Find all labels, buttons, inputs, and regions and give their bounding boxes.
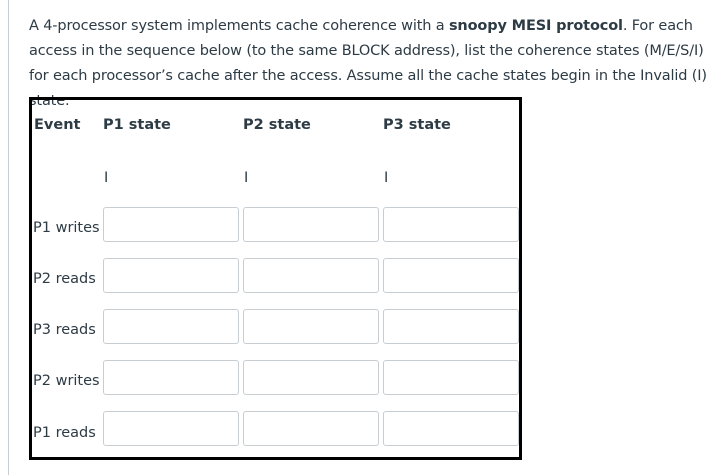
p2-state-input-row-1[interactable]	[243, 207, 379, 242]
header-p2-state: P2 state	[243, 117, 311, 133]
initial-state-p2: I	[244, 170, 249, 186]
p1-state-input-row-1[interactable]	[103, 207, 239, 242]
p1-state-input-row-3[interactable]	[103, 309, 239, 344]
header-p1-state: P1 state	[103, 117, 171, 133]
mesi-state-table	[29, 97, 522, 460]
p2-state-input-row-5[interactable]	[243, 411, 379, 446]
event-label-row-5: P1 reads	[33, 425, 96, 441]
p2-state-input-row-4[interactable]	[243, 360, 379, 395]
left-border-rule	[8, 0, 9, 475]
question-text-bold: snoopy MESI protocol	[448, 18, 623, 34]
header-p3-state: P3 state	[383, 117, 451, 133]
p3-state-input-row-5[interactable]	[383, 411, 519, 446]
question-text-after: . For each access in the sequence below (to the same BLOCK address), list the coherence states (M/E/S/I) for each processor’s cache after the access. Assume all the cache states begin in the Invalid (I) state.	[29, 18, 707, 109]
p3-state-input-row-1[interactable]	[383, 207, 519, 242]
p3-state-input-row-3[interactable]	[383, 309, 519, 344]
event-label-row-1: P1 writes	[33, 220, 100, 236]
p2-state-input-row-3[interactable]	[243, 309, 379, 344]
initial-state-p1: I	[104, 170, 109, 186]
p1-state-input-row-2[interactable]	[103, 258, 239, 293]
p3-state-input-row-4[interactable]	[383, 360, 519, 395]
p1-state-input-row-5[interactable]	[103, 411, 239, 446]
p1-state-input-row-4[interactable]	[103, 360, 239, 395]
question-text-before: A 4-processor system implements cache coherence with a	[29, 18, 449, 34]
event-label-row-4: P2 writes	[33, 373, 100, 389]
event-label-row-3: P3 reads	[33, 322, 96, 338]
initial-state-p3: I	[384, 170, 389, 186]
event-label-row-2: P2 reads	[33, 271, 96, 287]
header-event: Event	[34, 117, 81, 133]
p3-state-input-row-2[interactable]	[383, 258, 519, 293]
p2-state-input-row-2[interactable]	[243, 258, 379, 293]
